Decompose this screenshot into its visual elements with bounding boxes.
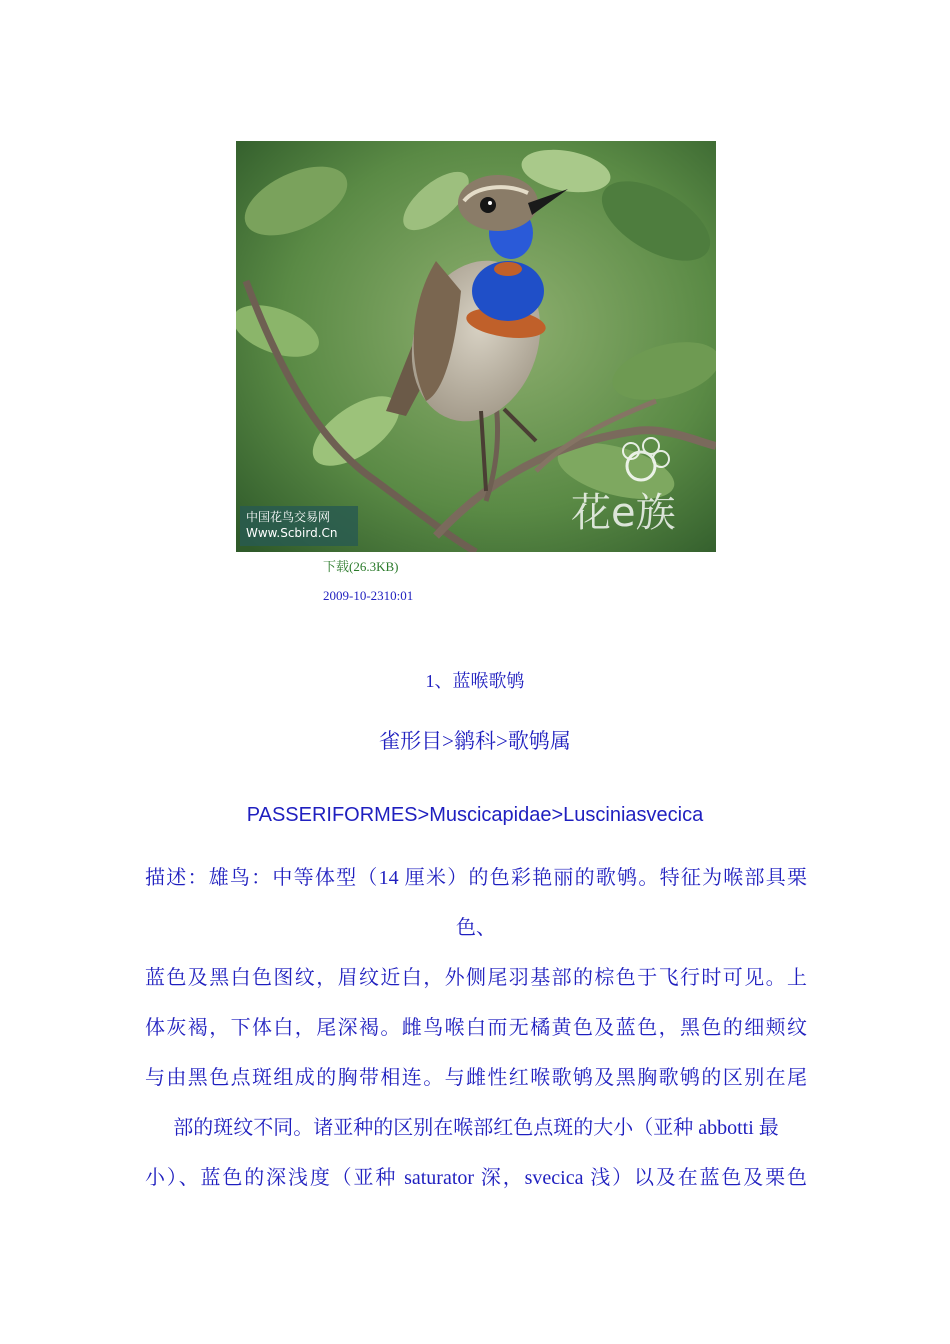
description-line: 色、 [456,917,496,939]
bluethroat-photo [236,141,716,552]
logo-text: 花e族 [571,490,676,536]
description-line: 描述：雄鸟：中等体型（14 厘米）的色彩艳丽的歌鸲。特征为喉部具栗 [145,867,807,889]
watermark-line2: Www.Scbird.Cn [246,526,338,540]
watermark-line1: 中国花鸟交易网 [246,510,331,524]
description-line: 体灰褐，下体白，尾深褐。雌鸟喉白而无橘黄色及蓝色，黑色的细颊纹 [145,1017,807,1039]
watermark-box [240,506,358,546]
download-link[interactable]: 下载(26.3KB) [323,559,399,574]
timestamp: 2009-10-2310:01 [323,588,414,603]
description-line: 与由黑色点斑组成的胸带相连。与雌性红喉歌鸲及黑胸歌鸲的区别在尾 [145,1067,807,1089]
description-line: 小）、蓝色的深浅度（亚种 saturator 深，svecica 浅）以及在蓝色及栗色 [145,1167,807,1189]
description [145,853,807,1203]
bird-illustration [236,141,716,552]
description-line: 蓝色及黑白色图纹，眉纹近白，外侧尾羽基部的棕色于飞行时可见。上 [145,967,807,989]
taxonomy-chinese: 雀形目>鹟科>歌鸲属 [379,729,571,753]
species-title: 1、蓝喉歌鸲 [425,671,525,691]
taxonomy-latin: PASSERIFORMES>Muscicapidae>Lusciniasvecica [246,804,704,826]
description-line: 部的斑纹不同。诸亚种的区别在喉部红色点斑的大小（亚种 abbotti 最 [173,1117,779,1139]
